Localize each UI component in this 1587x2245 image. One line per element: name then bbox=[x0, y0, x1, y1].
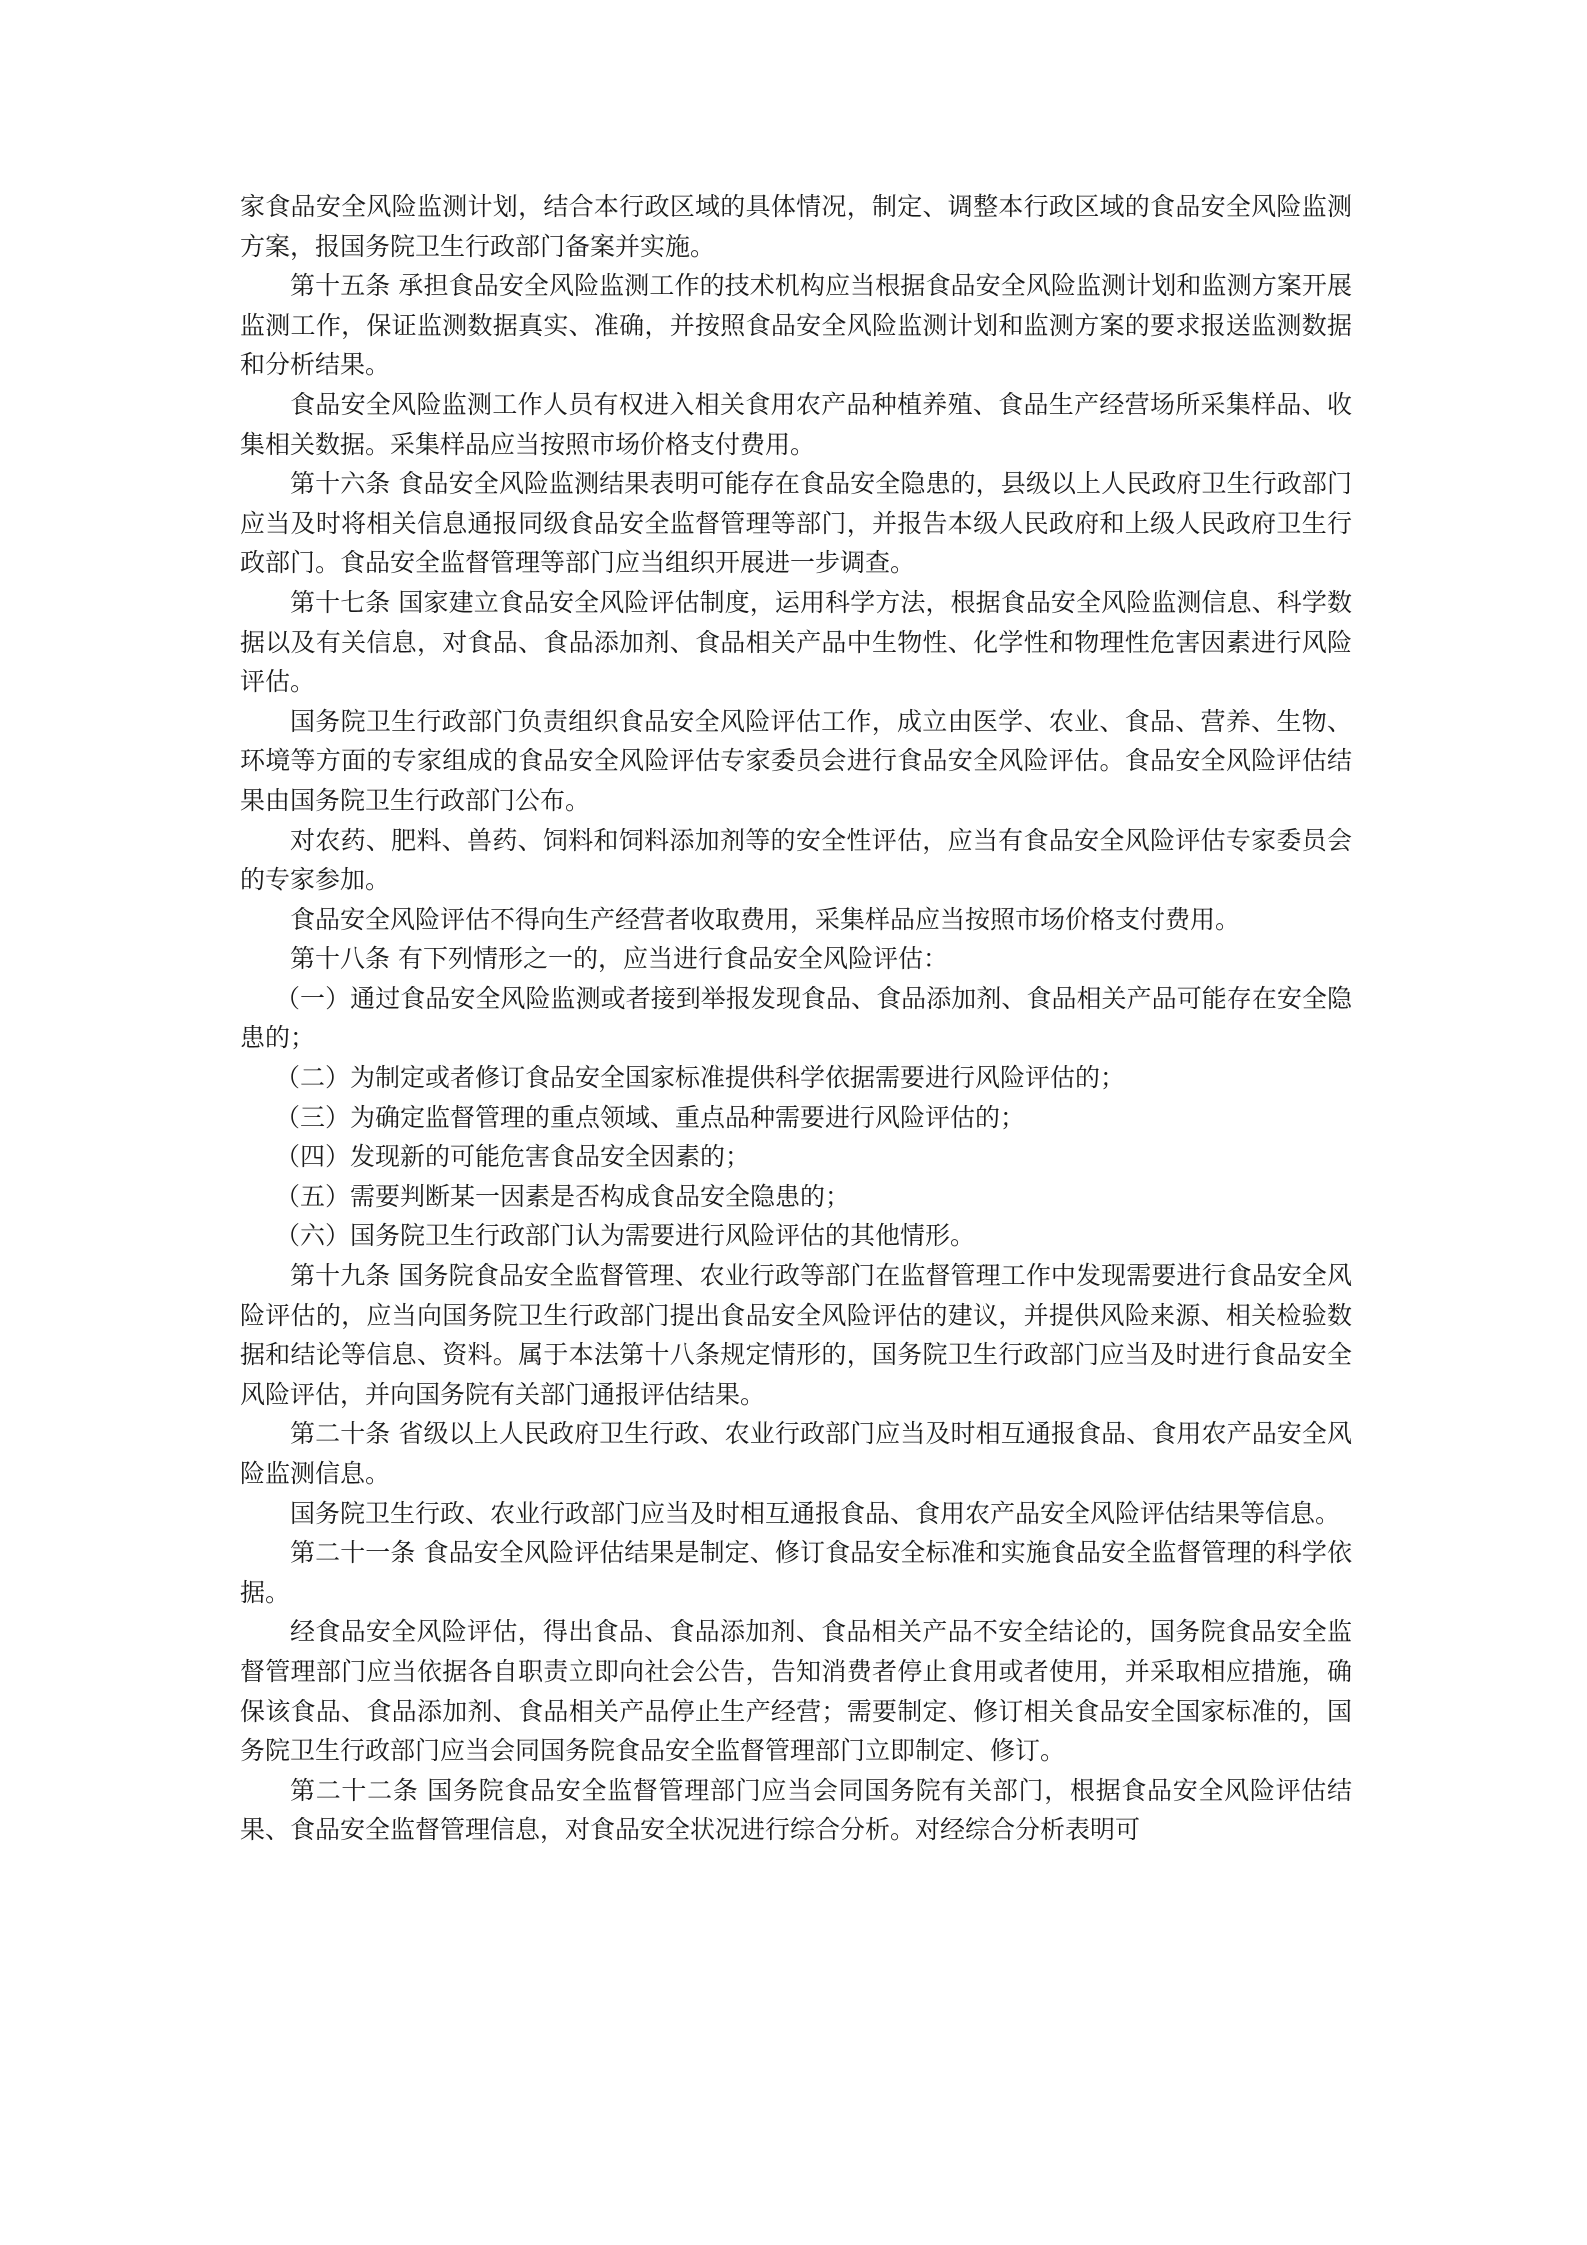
article-15: 第十五条 承担食品安全风险监测工作的技术机构应当根据食品安全风险监测计划和监测方案开展监测工作，保证监测数据真实、准确，并按照食品安全风险监测计划和监测方案的要求报送监测数据和分析结果。 bbox=[240, 271, 1352, 380]
article-17-para-3: 对农药、肥料、兽药、饲料和饲料添加剂等的安全性评估，应当有食品安全风险评估专家委员会的专家参加。 bbox=[240, 825, 1352, 895]
article-18-item-5: （五）需要判断某一因素是否构成食品安全隐患的； bbox=[275, 1181, 851, 1211]
article-19: 第十九条 国务院食品安全监督管理、农业行政等部门在监督管理工作中发现需要进行食品安全风险评估的，应当向国务院卫生行政部门提出食品安全风险评估的建议，并提供风险来源、相关检验数据和结论等信息、资料。属于本法第十八条规定情形的，国务院卫生行政部门应当及时进行食品安全风险评估，并向国务院有关部门通报评估结果。 bbox=[240, 1261, 1352, 1409]
article-18-item-4: （四）发现新的可能危害食品安全因素的； bbox=[275, 1142, 751, 1172]
article-18-item-1: （一）通过食品安全风险监测或者接到举报发现食品、食品添加剂、食品相关产品可能存在安全隐患的； bbox=[240, 983, 1352, 1053]
article-21-para-2: 经食品安全风险评估，得出食品、食品添加剂、食品相关产品不安全结论的，国务院食品安全监督管理部门应当依据各自职责立即向社会公告，告知消费者停止食用或者使用，并采取相应措施，确保该食品、食品添加剂、食品相关产品停止生产经营；需要制定、修订相关食品安全国家标准的，国务院卫生行政部门应当会同国务院食品安全监督管理部门立即制定、修订。 bbox=[240, 1617, 1352, 1766]
article-15-para-2: 食品安全风险监测工作人员有权进入相关食用农产品种植养殖、食品生产经营场所采集样品、收集相关数据。采集样品应当按照市场价格支付费用。 bbox=[240, 389, 1352, 459]
article-18-item-6: （六）国务院卫生行政部门认为需要进行风险评估的其他情形。 bbox=[275, 1221, 976, 1251]
paragraph-continuation: 家食品安全风险监测计划，结合本行政区域的具体情况，制定、调整本行政区域的食品安全风险监测方案，报国务院卫生行政部门备案并实施。 bbox=[240, 192, 1352, 261]
article-18-item-3: （三）为确定监督管理的重点领域、重点品种需要进行风险评估的； bbox=[275, 1102, 1026, 1132]
article-16: 第十六条 食品安全风险监测结果表明可能存在食品安全隐患的，县级以上人民政府卫生行政部门应当及时将相关信息通报同级食品安全监督管理等部门，并报告本级人民政府和上级人民政府卫生行政部门。食品安全监督管理等部门应当组织开展进一步调查。 bbox=[240, 469, 1352, 578]
article-18-item-2: （二）为制定或者修订食品安全国家标准提供科学依据需要进行风险评估的； bbox=[275, 1063, 1126, 1093]
article-18: 第十八条 有下列情形之一的，应当进行食品安全风险评估： bbox=[290, 944, 948, 974]
document-page bbox=[240, 187, 1352, 1850]
article-20-para-2: 国务院卫生行政、农业行政部门应当及时相互通报食品、食用农产品安全风险评估结果等信息。 bbox=[290, 1498, 1341, 1528]
article-17: 第十七条 国家建立食品安全风险评估制度，运用科学方法，根据食品安全风险监测信息、科学数据以及有关信息，对食品、食品添加剂、食品相关产品中生物性、化学性和物理性危害因素进行风险评估。 bbox=[240, 587, 1352, 697]
article-17-para-2: 国务院卫生行政部门负责组织食品安全风险评估工作，成立由医学、农业、食品、营养、生物、环境等方面的专家组成的食品安全风险评估专家委员会进行食品安全风险评估。食品安全风险评估结果由国务院卫生行政部门公布。 bbox=[240, 706, 1352, 815]
article-22: 第二十二条 国务院食品安全监督管理部门应当会同国务院有关部门，根据食品安全风险评估结果、食品安全监督管理信息，对食品安全状况进行综合分析。对经综合分析表明可 bbox=[240, 1775, 1352, 1845]
article-21: 第二十一条 食品安全风险评估结果是制定、修订食品安全标准和实施食品安全监督管理的科学依据。 bbox=[240, 1538, 1352, 1607]
article-17-para-4: 食品安全风险评估不得向生产经营者收取费用，采集样品应当按照市场价格支付费用。 bbox=[290, 904, 1241, 934]
article-20: 第二十条 省级以上人民政府卫生行政、农业行政部门应当及时相互通报食品、食用农产品安全风险监测信息。 bbox=[240, 1419, 1352, 1488]
